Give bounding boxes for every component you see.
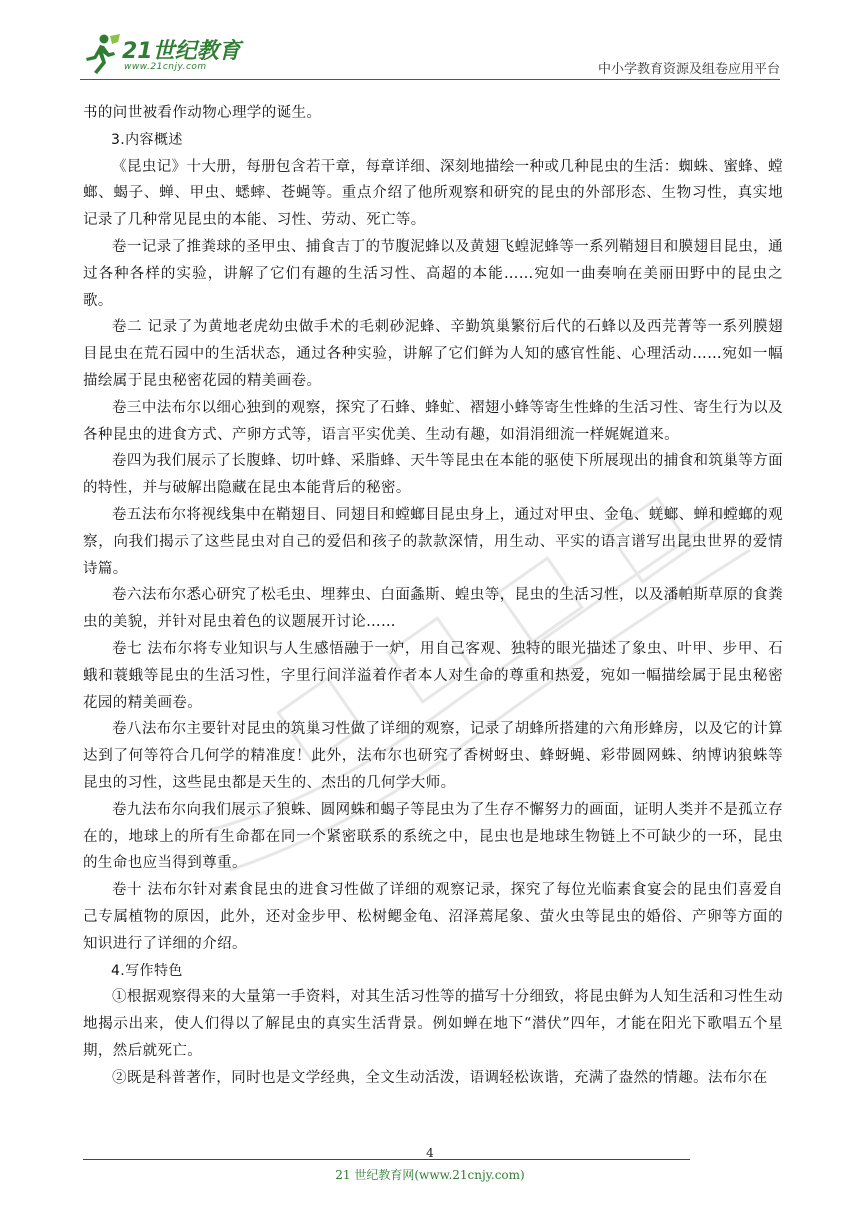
paragraph-feature-2: ②既是科普著作，同时也是文学经典，全文生动活泼，语调轻松诙谐，充满了盎然的情趣。法布尔在 [112, 1069, 768, 1086]
paragraph-volume-6: 卷六法布尔悉心研究了松毛虫、埋葬虫、白面螽斯、蝗虫等，昆虫的生活习性，以及潘帕斯草原的食粪虫的美貌，并针对昆虫着色的议题展开讨论…… [83, 587, 783, 631]
paragraph-feature-1: ①根据观察得来的大量第一手资料，对其生活习性等的描写十分细致，将昆虫鲜为人知生活和习性生动地揭示出来，使人们得以了解昆虫的真实生活背景。例如蝉在地下“潜伏”四年，才能在阳光下歌唱五个星期，然后就死亡。 [83, 989, 783, 1059]
platform-title: 中小学教育资源及组卷应用平台 [597, 62, 780, 77]
paragraph-overview: 《昆虫记》十大册，每册包含若干章，每章详细、深刻地描绘一种或几种昆虫的生活：蜘蛛、蜜蜂、螳螂、蝎子、蝉、甲虫、蟋蟀、苍蝇等。重点介绍了他所观察和研究的昆虫的外部形态、生物习性，真实地记录了几种常见昆虫的本能、习性、劳动、死亡等。 [83, 158, 783, 229]
paragraph-intro-tail: 书的问世被看作动物心理学的诞生。 [83, 105, 322, 121]
paragraph-volume-4: 卷四为我们展示了长腹蜂、切叶蜂、采脂蜂、天牛等昆虫在本能的驱使下所展现出的捕食和筑巢等方面的特性，并与破解出隐藏在昆虫本能背后的秘密。 [83, 453, 783, 497]
runner-logo-icon [80, 32, 122, 76]
paragraph-volume-10: 卷十 法布尔针对素食昆虫的进食习性做了详细的观察记录，探究了每位光临素食宴会的昆虫们喜爱自己专属植物的原因，此外，还对金步甲、松树鳃金龟、沼泽蔫尾象、萤火虫等昆虫的婚俗、产卵等方面的知识进行了详细的介绍。 [83, 882, 783, 952]
paragraph-volume-3: 卷三中法布尔以细心独到的观察，探究了石蜂、蜂虻、褶翅小蜂等寄生性蜂的生活习性、寄生行为以及各种昆虫的进食方式、产卵方式等，语言平实优美、生动有趣，如涓涓细流一样娓娓道来。 [83, 399, 783, 443]
paragraph-volume-2: 卷二 记录了为黄地老虎幼虫做手术的毛刺砂泥蜂、辛勤筑巢繁衍后代的石蜂以及西芫菁等一系列膜翅目昆虫在荒石园中的生活状态，通过各种实验，讲解了它们鲜为人知的感官性能、心理活动……宛如一幅描绘属于昆虫秘密花园的精美画卷。 [83, 319, 783, 389]
paragraph-volume-1: 卷一记录了推粪球的圣甲虫、捕食吉丁的节腹泥蜂以及黄翅飞蝗泥蜂等一系列鞘翅目和膜翅目昆虫，通过各种各样的实验，讲解了它们有趣的生活习性、高超的本能……宛如一曲奏响在美丽田野中的昆虫之歌。 [83, 238, 783, 309]
paragraph-volume-9: 卷九法布尔向我们展示了狼蛛、圆网蛛和蝎子等昆虫为了生存不懈努力的画面，证明人类并不是孤立存在的，地球上的所有生命都在同一个紧密联系的系统之中，昆虫也是地球生物链上不可缺少的一环，昆虫的生命也应当得到尊重。 [83, 801, 783, 872]
header-divider [80, 79, 780, 80]
page-number: 4 [426, 1146, 434, 1160]
logo-url: www.21cnjy.com [124, 62, 207, 72]
document-body [83, 100, 783, 1091]
logo-text: 21世纪教育 [122, 39, 241, 64]
section-heading-writing-features: 4.写作特色 [111, 962, 183, 979]
section-heading-content-summary: 3.内容概述 [111, 131, 183, 148]
footer-divider [83, 1159, 690, 1160]
paragraph-volume-8: 卷八法布尔主要针对昆虫的筑巢习性做了详细的观察，记录了胡蜂所搭建的六角形蜂房，以及它的计算达到了何等符合几何学的精准度！此外，法布尔也研究了香树蚜虫、蜂蚜蝇、彩带圆网蛛、纳博讷狼蛛等昆虫的习性，这些昆虫都是天生的、杰出的几何学大师。 [83, 721, 783, 791]
site-logo[interactable] [80, 32, 280, 78]
footer-site-link[interactable]: 21 世纪教育网(www.21cnjy.com) [335, 1168, 525, 1182]
paragraph-volume-7: 卷七 法布尔将专业知识与人生感悟融于一炉，用自己客观、独特的眼光描述了象虫、叶甲、步甲、石蛾和蓑蛾等昆虫的生活习性，字里行间洋溢着作者本人对生命的尊重和热爱，宛如一幅描绘属于昆虫秘密花园的精美画卷。 [83, 640, 783, 711]
paragraph-volume-5: 卷五法布尔将视线集中在鞘翅目、同翅目和螳螂目昆虫身上，通过对甲虫、金龟、蜣螂、蝉和螳螂的观察，向我们揭示了这些昆虫对自己的爱侣和孩子的款款深情，用生动、平实的语言谱写出昆虫世界的爱情诗篇。 [83, 506, 783, 577]
page-header [80, 30, 780, 80]
